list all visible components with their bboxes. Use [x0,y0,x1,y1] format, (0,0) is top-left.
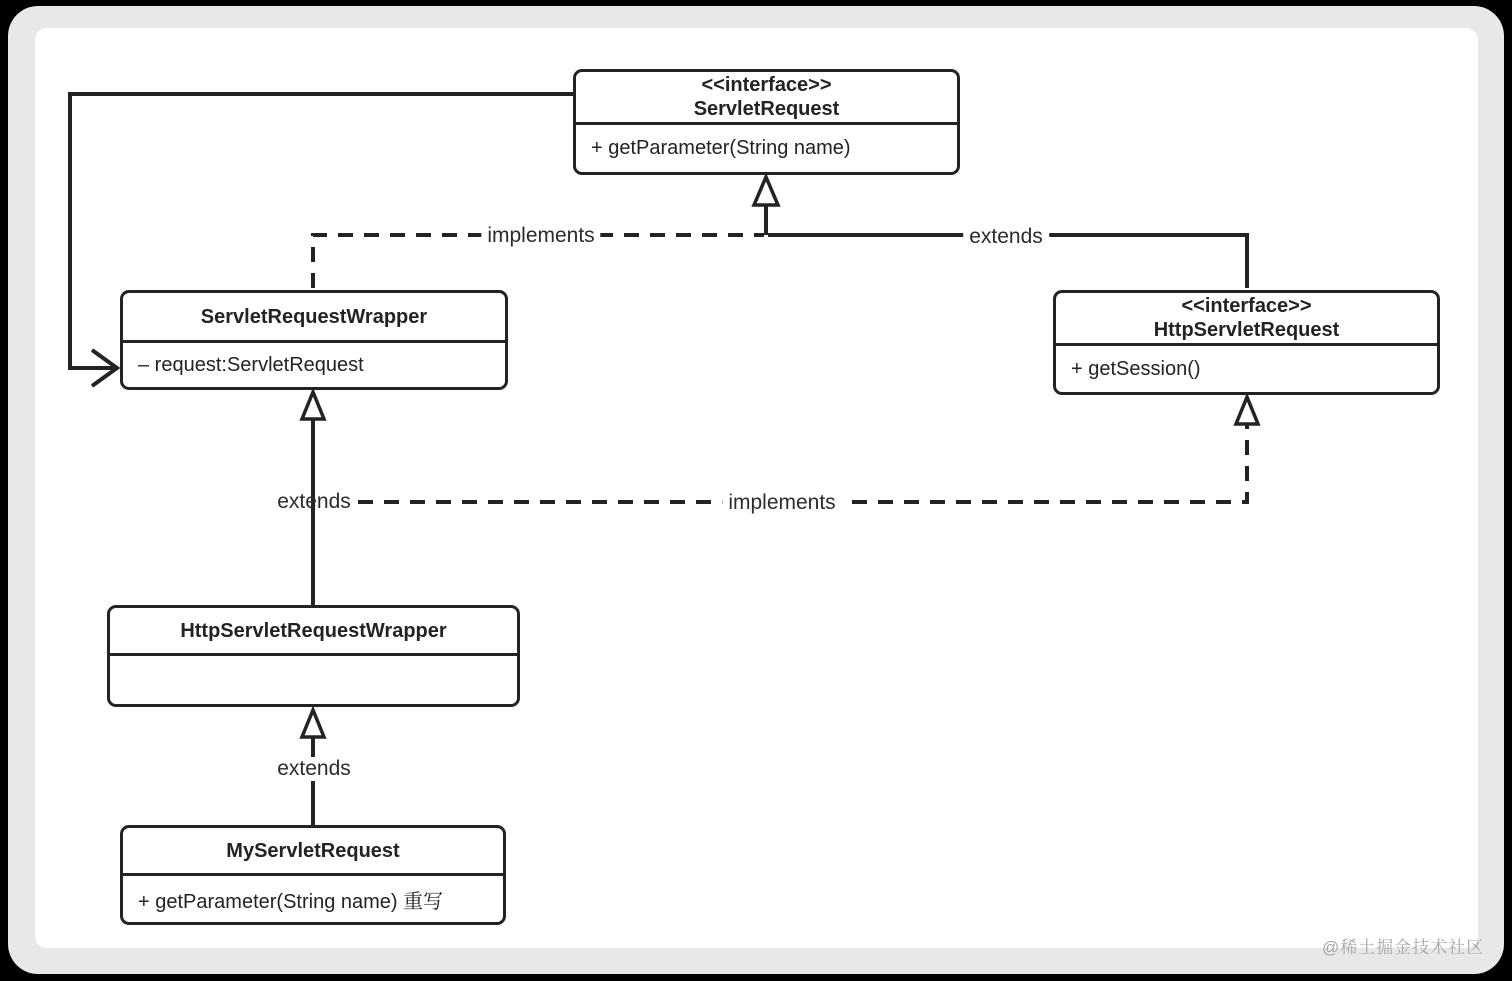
class-members-servletrequest [576,125,957,172]
member-label: – request:ServletRequest [138,353,364,376]
extends-label-middle: extends [277,490,351,513]
class-name: ServletRequestWrapper [200,305,428,328]
class-box-servletrequestwrapper [120,290,508,390]
class-box-myservletrequest [120,825,506,925]
class-box-httpservletrequestwrapper [107,605,520,707]
class-name: HttpServletRequestWrapper [180,619,447,642]
hollow-triangle-arrow-icon-httpservletrequest [1236,397,1258,424]
class-name: MyServletRequest [226,839,400,862]
class-header-servletrequestwrapper [123,293,505,343]
class-members-servletrequestwrapper [123,343,505,387]
class-header-myservletrequest [123,828,503,876]
class-name: HttpServletRequest [1153,319,1340,341]
stereotype-label: <<interface>> [1181,295,1312,317]
member-label: + getParameter(String name) 重写 [138,890,444,913]
class-members-myservletrequest [123,876,503,922]
stereotype-label: <<interface>> [701,74,832,96]
watermark: @稀土掘金技术社区 [1322,938,1485,957]
member-label: + getSession() [1071,357,1201,380]
class-name: ServletRequest [693,98,840,120]
class-header-httpservletrequestwrapper [110,608,517,656]
hollow-triangle-arrow-icon-servletrequest [754,177,778,205]
class-members-httpservletrequestwrapper [110,656,517,704]
class-members-httpservletrequest [1056,346,1437,392]
class-header-servletrequest [576,72,957,125]
hollow-triangle-arrow-icon-httpservletrequestwrapper [302,710,324,737]
member-label: + getParameter(String name) [591,137,851,159]
class-box-servletrequest [573,69,960,175]
implements-label-top: implements [481,224,600,248]
implements-label-middle: implements [722,491,841,515]
extends-label-bottom: extends [271,757,357,781]
hollow-triangle-arrow-icon-servletrequestwrapper [302,392,324,419]
extends-label-top-right: extends [963,225,1049,249]
class-header-httpservletrequest [1056,293,1437,346]
class-box-httpservletrequest [1053,290,1440,395]
